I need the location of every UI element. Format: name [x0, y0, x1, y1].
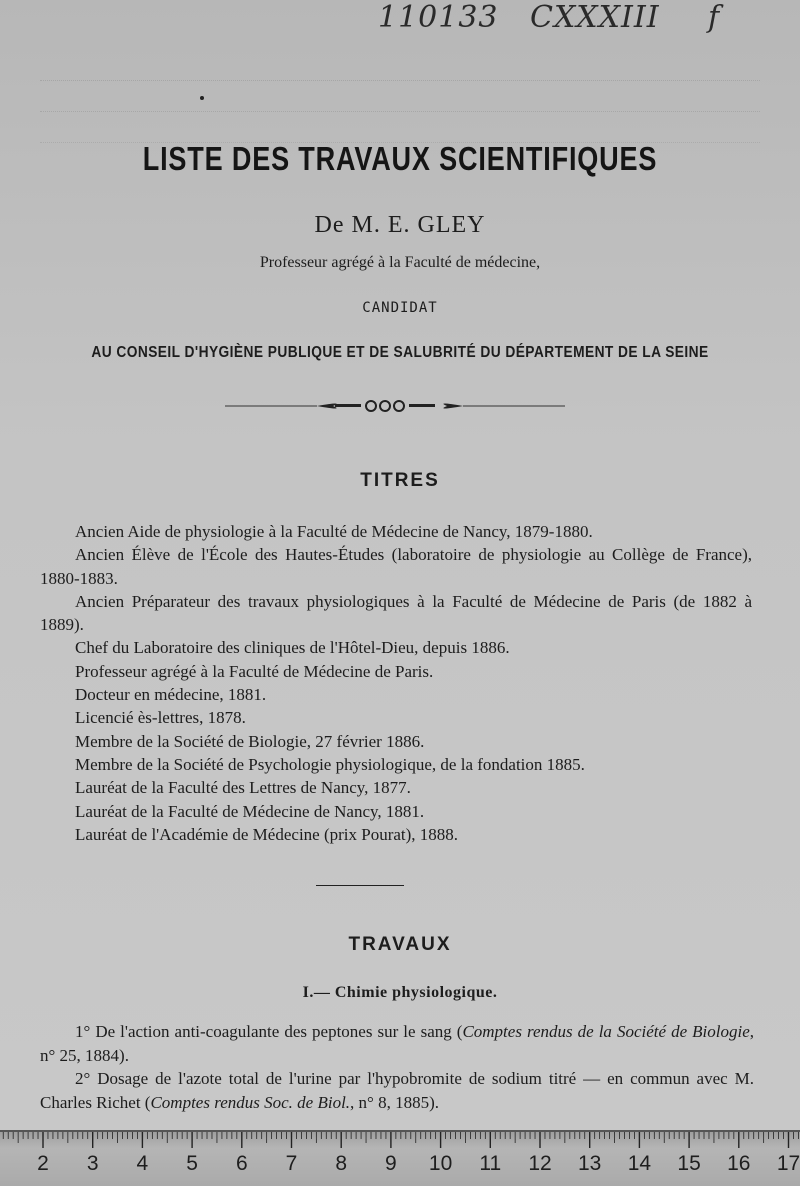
titre-item: Licencié ès-lettres, 1878. [40, 706, 752, 729]
author-subtitle: Professeur agrégé à la Faculté de médecine, [0, 254, 800, 272]
titre-item: Membre de la Société de Psychologie physiologique, de la fondation 1885. [40, 753, 752, 776]
author-name: De M. E. GLEY [0, 212, 800, 239]
ruler-ticks [0, 1132, 800, 1152]
ruler-label: 7 [277, 1152, 307, 1176]
travaux-heading: TRAVAUX [0, 934, 800, 956]
travaux-item [40, 1020, 754, 1067]
catalog-number: 110133 [378, 0, 499, 35]
ruler-label: 2 [28, 1152, 58, 1176]
titre-item: Ancien Préparateur des travaux physiologiques à la Faculté de Médecine de Paris (de 1882 à 1889). [40, 590, 752, 637]
chimie-section-title: I.— Chimie physiologique. [0, 984, 800, 1002]
handwritten-mark: f [708, 0, 720, 35]
titre-item: Ancien Élève de l'École des Hautes-Études (laboratoire de physiologie au Collège de France), 1880-1883. [40, 543, 752, 590]
titre-item: Ancien Aide de physiologie à la Faculté de Médecine de Nancy, 1879-1880. [40, 520, 752, 543]
ruler-label: 3 [78, 1152, 108, 1176]
ruler-label: 13 [575, 1152, 605, 1176]
bleed-through-texture [40, 58, 760, 151]
titre-item: Lauréat de la Faculté des Lettres de Nancy, 1877. [40, 776, 752, 799]
ruler-label: 12 [525, 1152, 555, 1176]
titre-item: Membre de la Société de Biologie, 27 février 1886. [40, 730, 752, 753]
decorative-ornament [225, 396, 565, 416]
travaux-item-text: 2° Dosage de l'azote total de l'urine par l'hypobromite de sodium titré — en commun avec M. Charles Richet ( [40, 1069, 754, 1112]
travaux-item-text: 1° De l'action anti-coagulante des peptones sur le sang ( [75, 1022, 462, 1041]
ink-dot [200, 96, 204, 100]
council-heading: AU CONSEIL D'HYGIÈNE PUBLIQUE ET DE SALUBRITÉ DU DÉPARTEMENT DE LA SEINE [56, 344, 744, 362]
titres-heading: TITRES [0, 470, 800, 492]
titre-item: Lauréat de la Faculté de Médecine de Nancy, 1881. [40, 800, 752, 823]
travaux-item-suffix: , n° 25, 1884). [40, 1022, 754, 1065]
roman-numeral-annotation: CXXXIII [530, 0, 660, 35]
ruler-label: 16 [724, 1152, 754, 1176]
ruler-label: 6 [227, 1152, 257, 1176]
document-title: LISTE DES TRAVAUX SCIENTIFIQUES [72, 140, 728, 178]
travaux-item-suffix: , n° 8, 1885). [350, 1093, 439, 1112]
ruler-label: 14 [624, 1152, 654, 1176]
ruler-label: 11 [475, 1152, 505, 1176]
ruler-label: 10 [426, 1152, 456, 1176]
ruler-label: 15 [674, 1152, 704, 1176]
travaux-list [40, 1020, 754, 1114]
ruler-label: 8 [326, 1152, 356, 1176]
ruler-label: 17 [774, 1152, 800, 1176]
titre-item: Professeur agrégé à la Faculté de Médecine de Paris. [40, 660, 752, 683]
measurement-ruler [0, 1130, 800, 1186]
travaux-item [40, 1067, 754, 1114]
candidacy-label: CANDIDAT [0, 300, 800, 316]
ruler-label: 4 [127, 1152, 157, 1176]
section-divider [316, 885, 404, 886]
travaux-item-citation: Comptes rendus de la Société de Biologie [462, 1022, 749, 1041]
travaux-item-citation: Comptes rendus Soc. de Biol. [150, 1093, 350, 1112]
ruler-label: 5 [177, 1152, 207, 1176]
titre-item: Docteur en médecine, 1881. [40, 683, 752, 706]
titre-item: Lauréat de l'Académie de Médecine (prix Pourat), 1888. [40, 823, 752, 846]
titres-list [40, 520, 752, 846]
ruler-label: 9 [376, 1152, 406, 1176]
titre-item: Chef du Laboratoire des cliniques de l'Hôtel-Dieu, depuis 1886. [40, 636, 752, 659]
